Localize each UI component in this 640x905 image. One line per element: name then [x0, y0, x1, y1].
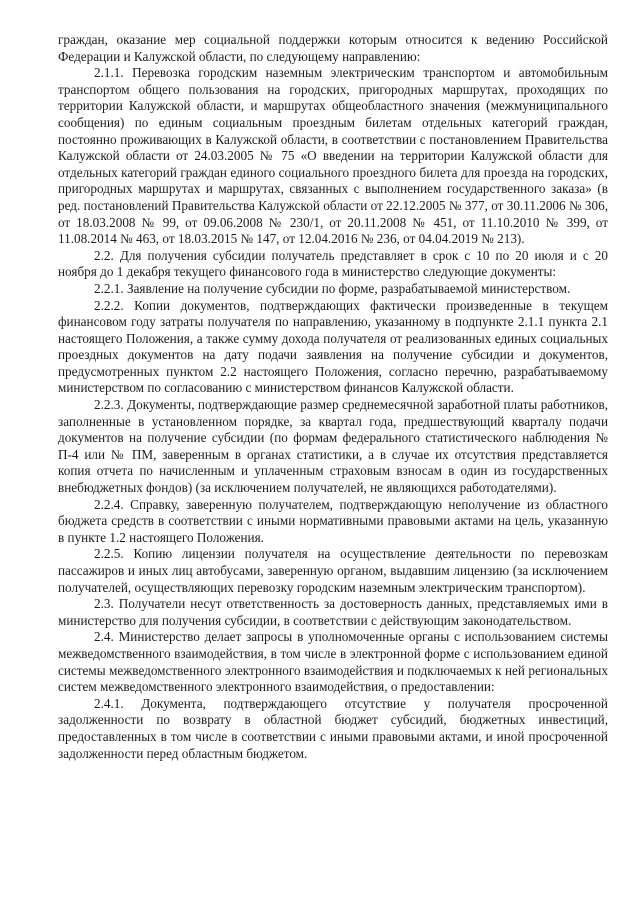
paragraph-2-2-4: 2.2.4. Справку, заверенную получателем, подтверждающую неполучение из областного бюджета средств в соответствии с иными нормативными правовыми актами на цель, указанную в пункте 1.2 настоящего Положения. — [58, 496, 608, 545]
paragraph-2-2: 2.2. Для получения субсидии получатель представляет в срок с 10 по 20 июля и с 20 ноября до 1 декабря текущего финансового года в министерство следующие документы: — [58, 247, 608, 280]
paragraph-2-4-1: 2.4.1. Документа, подтверждающего отсутствие у получателя просроченной задолженности по возврату в областной бюджет субсидий, бюджетных инвестиций, предоставленных в том числе в соответствии с иными правовыми актами, и иной просроченной задолженности перед областным бюджетом. — [58, 695, 608, 761]
paragraph-2-2-3: 2.2.3. Документы, подтверждающие размер среднемесячной заработной платы работников, заполненные в установленном порядке, за квартал года, предшествующий кварталу подачи документов на получение субсидии (по формам федерального статистического наблюдения № П-4 или № ПМ, заверенным в органах статистики, а в случае их отсутствия представляется копия отчета по начисленным и уплаченным страховым взносам в один из государственных внебюджетных фондов) (за исключением получателей, не являющихся работодателями). — [58, 397, 608, 496]
paragraph-2-2-5: 2.2.5. Копию лицензии получателя на осуществление деятельности по перевозкам пассажиров и иных лиц автобусами, заверенную органом, выдавшим лицензию (за исключением получателей, осуществляющих перевозку городским наземным электрическим транспортом). — [58, 546, 608, 595]
paragraph-continuation: граждан, оказание мер социальной поддержки которым относится к ведению Российской Федерации и Калужской области, по следующему направлению: — [58, 32, 608, 64]
paragraph-2-1-1: 2.1.1. Перевозка городским наземным электрическим транспортом и автомобильным транспортом общего пользования на городских, пригородных маршрутах, проходящих по территории Калужской области, и маршрутах общеобластного значения (межмуниципального сообщения) по единым социальным проездным билетам отдельных категорий граждан, постоянно проживающих в Калужской области, в соответствии с постановлением Правительства Калужской области от 24.03.2005 № 75 «О введении на территории Калужской области для отдельных категорий граждан единого социального проездного билета для проезда на городских, пригородных маршрутах и маршрутах, связанных с выполнением государственного заказа» (в ред. постановлений Правительства Калужской области от 22.12.2005 № 377, от 30.11.2006 № 306, от 18.03.2008 № 99, от 09.06.2008 № 230/1, от 20.11.2008 № 451, от 11.10.2010 № 399, от 11.08.2014 № 463, от 18.03.2015 № 147, от 12.04.2016 № 236, от 04.04.2019 № 213). — [58, 65, 608, 247]
document-page — [58, 32, 608, 762]
paragraph-2-2-1: 2.2.1. Заявление на получение субсидии по форме, разрабатываемой министерством. — [94, 280, 571, 296]
paragraph-2-2-2: 2.2.2. Копии документов, подтверждающих фактически произведенные в текущем финансовом году затраты получателя по направлению, указанному в подпункте 2.1.1 пункта 2.1 настоящего Положения, а также сумму дохода получателя от реализованных единых социальных проездных документов на дату подачи заявления на получение субсидии и документов, предусмотренных пунктом 2.2 настоящего Положения, согласно перечню, разрабатываемому министерством по согласованию с министерством финансов Калужской области. — [58, 297, 608, 396]
paragraph-2-3: 2.3. Получатели несут ответственность за достоверность данных, представляемых ими в министерство для получения субсидии, в соответствии с действующим законодательством. — [58, 596, 608, 628]
paragraph-2-4: 2.4. Министерство делает запросы в уполномоченные органы с использованием системы межведомственного взаимодействия, в том числе в электронной форме с использованием единой системы межведомственного электронного взаимодействия и подключаемых к ней региональных систем межведомственного электронного взаимодействия, о предоставлении: — [58, 629, 608, 695]
